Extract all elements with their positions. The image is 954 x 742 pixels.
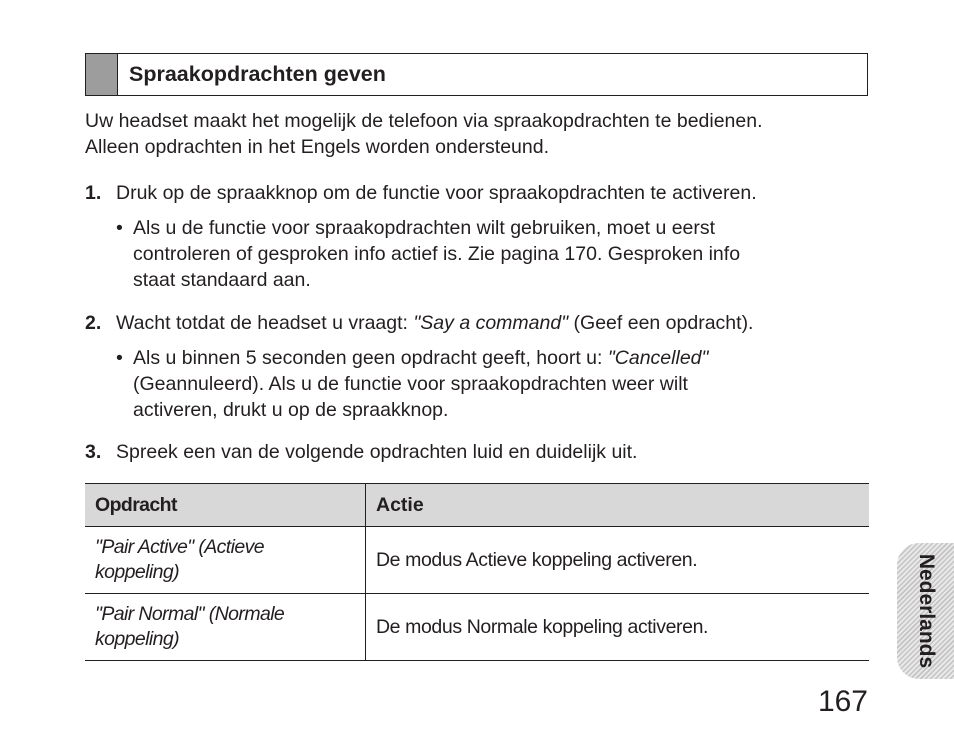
section-marker	[86, 54, 118, 95]
bullet-icon: •	[116, 347, 123, 369]
step-3	[85, 439, 875, 465]
step-text-after: (Geef een opdracht).	[568, 312, 754, 334]
command-line: koppeling)	[95, 561, 179, 583]
page-number: 167	[817, 685, 868, 718]
step-2-bullet	[116, 345, 826, 423]
step-2	[85, 310, 875, 336]
command-line: "Pair Active" (Actieve	[95, 536, 264, 558]
table-row	[85, 527, 869, 594]
intro-line-2: Alleen opdrachten in het Engels worden ondersteund.	[85, 136, 549, 158]
command-line: "Pair Normal" (Normale	[95, 603, 285, 625]
bullet-line: staat standaard aan.	[133, 269, 311, 291]
command-cell	[85, 527, 366, 594]
bullet-line: controleren of gesproken info actief is. Zie pagina 170. Gesproken info	[133, 243, 741, 265]
step-text: Druk op de spraakknop om de functie voor spraakopdrachten te activeren.	[116, 182, 757, 204]
step-quote: "Say a command"	[413, 312, 569, 334]
step-text: Spreek een van de volgende opdrachten luid en duidelijk uit.	[116, 441, 638, 463]
step-number: 3.	[85, 441, 102, 463]
step-text-before: Wacht totdat de headset u vraagt:	[116, 312, 414, 334]
table-row	[85, 594, 869, 661]
command-table	[85, 483, 869, 661]
bullet-line: activeren, drukt u op de spraakknop.	[133, 399, 449, 421]
step-1-bullet	[116, 215, 826, 293]
bullet-line: (Geannuleerd). Als u de functie voor spraakopdrachten weer wilt	[133, 373, 688, 395]
intro-line-1: Uw headset maakt het mogelijk de telefoon via spraakopdrachten te bedienen.	[85, 110, 763, 132]
intro-paragraph	[85, 108, 885, 160]
bullet-line: Als u de functie voor spraakopdrachten wilt gebruiken, moet u eerst	[133, 217, 716, 239]
table-header-row	[85, 484, 869, 527]
command-line: koppeling)	[95, 628, 179, 650]
action-cell: De modus Normale koppeling activeren.	[366, 594, 870, 661]
column-header-command: Opdracht	[85, 484, 366, 527]
section-title: Spraakopdrachten geven	[129, 62, 386, 86]
step-1	[85, 180, 875, 206]
language-tab	[897, 543, 954, 679]
bullet-line: Als u binnen 5 seconden geen opdracht geeft, hoort u:	[133, 347, 608, 369]
column-header-action: Actie	[366, 484, 870, 527]
bullet-quote: "Cancelled"	[607, 347, 709, 369]
step-number: 2.	[85, 312, 102, 334]
section-header	[85, 53, 868, 96]
command-cell	[85, 594, 366, 661]
bullet-icon: •	[116, 217, 123, 239]
step-text	[116, 310, 875, 336]
language-tab-label: Nederlands	[915, 553, 938, 669]
step-number: 1.	[85, 182, 102, 204]
action-cell: De modus Actieve koppeling activeren.	[366, 527, 870, 594]
